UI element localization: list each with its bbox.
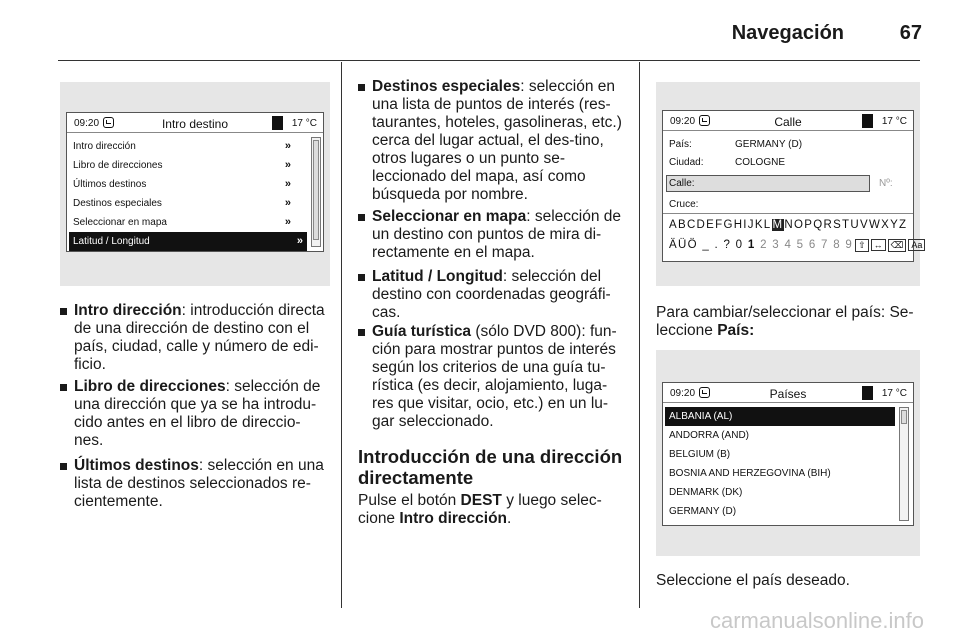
country-item[interactable] [665, 407, 895, 426]
chevron-right-icon: » [284, 216, 291, 228]
bullet-square [358, 84, 365, 91]
scrollbar[interactable] [311, 137, 321, 247]
country-item[interactable] [665, 502, 895, 521]
calle-label: Calle: [669, 178, 695, 189]
kb-key-selected[interactable]: M [772, 219, 784, 231]
country-item-label: GERMANY (D) [669, 506, 737, 517]
paises-screen [662, 382, 914, 526]
intro-destino-screen [66, 112, 324, 252]
desc: : selección en una lista de destinos seleccionados re-cientemente. [74, 457, 324, 510]
dest-button-name: DEST [460, 492, 502, 509]
screen-title: Países [769, 387, 807, 401]
temperature: 17 °C [291, 118, 317, 129]
thermometer-icon [272, 116, 283, 130]
menu-item-label: Últimos destinos [73, 179, 147, 190]
desc: : selección de un destino con puntos de mira di-rectamente en el mapa. [372, 208, 621, 261]
ciudad-value[interactable]: COLOGNE [735, 157, 786, 168]
bullet-square [358, 274, 365, 281]
intro-destino-figure [60, 82, 330, 286]
term: Latitud / Longitud [372, 268, 503, 285]
country-item[interactable] [665, 464, 895, 483]
bullet-destinos-especiales [358, 78, 626, 204]
chevron-right-icon: » [284, 178, 291, 190]
chevron-right-icon: » [284, 159, 291, 171]
bullet-latitud-longitud [358, 268, 626, 322]
bullet-guia-turistica [358, 323, 626, 431]
menu-item[interactable] [69, 137, 295, 156]
country-item[interactable] [665, 426, 895, 445]
kb-keys[interactable]: NOPQRSTUVWXYZ [784, 219, 908, 231]
numero-label[interactable]: Nº: [879, 178, 893, 189]
country-item[interactable] [665, 483, 895, 502]
paragraph-seleccione-pais: Seleccione el país deseado. [656, 572, 850, 589]
arrows-icon[interactable]: ↔ [871, 239, 886, 251]
term: Libro de direcciones [74, 378, 226, 395]
text: Para cambiar/seleccionar el país: Se-leccione [656, 304, 914, 339]
heading-introduccion-directa: Introducción de una dirección directamente [358, 446, 623, 488]
chevron-right-icon: » [284, 197, 291, 209]
scroll-thumb[interactable] [901, 410, 907, 424]
menu-name: Intro dirección [399, 510, 508, 527]
bullet-ultimos-destinos [60, 457, 328, 511]
country-item-label: ALBANIA (AL) [669, 411, 733, 422]
pais-label: País: [669, 139, 692, 150]
calle-figure [656, 82, 923, 286]
screen-title-bar [67, 113, 323, 133]
pais-value[interactable]: GERMANY (D) [735, 139, 803, 150]
menu-name: País: [717, 322, 755, 339]
menu-item[interactable] [69, 194, 295, 213]
screen-title-bar [663, 383, 913, 403]
clock-time: 09:20 [74, 118, 100, 129]
term: Seleccionar en mapa [372, 208, 527, 225]
desc: (sólo DVD 800): fun-ción para mostrar puntos de interés según los criterios de una guía tu-rística (es decir, alojamiento, luga-res que visitar, ocio, etc.) en un lu-gar seleccionado. [372, 323, 617, 430]
paragraph-pulse-dest [358, 492, 626, 528]
screen-title: Calle [774, 115, 802, 129]
shift-icon[interactable]: ⇧ [855, 239, 869, 252]
kb-keys-disabled: 2 3 4 5 6 7 8 9 [755, 239, 854, 251]
bullet-seleccionar-mapa [358, 208, 626, 262]
desc: : introducción directa de una dirección de destino con el país, ciudad, calle y número de edi-ficio. [74, 302, 325, 373]
section-title: Navegación [731, 22, 844, 44]
header-rule [58, 60, 920, 61]
text: y luego selec-cione [358, 492, 602, 527]
calle-screen [662, 110, 923, 262]
chevron-right-icon: » [284, 140, 291, 152]
bullet-square [60, 463, 67, 470]
country-item-label: DENMARK (DK) [669, 487, 743, 498]
divider [663, 213, 913, 214]
watermark: carmanualsonline.info [709, 608, 924, 633]
screen-title-bar [663, 111, 913, 131]
kb-key[interactable]: 1 [747, 239, 756, 251]
menu-item-label: Seleccionar en mapa [73, 217, 167, 228]
country-item-label: BELGIUM (B) [669, 449, 731, 460]
paragraph-cambiar-pais [656, 304, 922, 340]
clock-time: 09:20 [670, 116, 696, 127]
ciudad-label: Ciudad: [669, 157, 704, 168]
thermometer-icon [862, 114, 873, 128]
keyboard-row-symbols[interactable] [669, 239, 925, 252]
menu-item[interactable] [69, 156, 295, 175]
desc: : selección en una lista de puntos de interés (res-taurantes, hoteles, gasolineras, etc.) cerca del lugar actual, el des-tino, otros lugares o un punto se-leccionado del mapa, así como búsqueda por nombre. [372, 78, 622, 203]
case-toggle-icon[interactable]: Aa [908, 239, 925, 251]
temperature: 17 °C [881, 388, 907, 399]
term: Últimos destinos [74, 457, 199, 474]
text: . [507, 510, 512, 527]
menu-item-label: Destinos especiales [73, 198, 162, 209]
thermometer-icon [862, 386, 873, 400]
menu-item-label: Latitud / Longitud [73, 236, 150, 247]
scrollbar[interactable] [899, 407, 909, 521]
clock-time: 09:20 [670, 388, 696, 399]
bullet-square [60, 308, 67, 315]
term: Guía turística [372, 323, 472, 340]
page-number: 67 [899, 22, 922, 44]
desc: : selección del destino con coordenadas geográfi-cas. [372, 268, 611, 321]
chevron-right-icon: » [296, 235, 303, 247]
kb-keys[interactable]: ABCDEFGHIJKL [669, 219, 772, 231]
country-item[interactable] [665, 445, 895, 464]
menu-item[interactable] [69, 175, 295, 194]
text: Pulse el botón [358, 492, 461, 509]
term: Destinos especiales [372, 78, 521, 95]
delete-icon[interactable]: ⌫ [888, 239, 907, 252]
kb-keys[interactable]: ÄÜÖ _ . ? 0 [669, 239, 748, 251]
bullet-libro-direcciones [60, 378, 328, 450]
menu-item[interactable] [69, 213, 295, 232]
paises-figure [656, 350, 920, 556]
menu-item[interactable] [69, 232, 307, 251]
temperature: 17 °C [881, 116, 907, 127]
country-item-label: BOSNIA AND HERZEGOVINA (BIH) [669, 468, 831, 479]
term: Intro dirección [74, 302, 182, 319]
menu-item-label: Intro dirección [73, 141, 136, 152]
desc: : selección de una dirección que ya se ha introdu-cido antes en el libro de direccio-nes. [74, 378, 321, 449]
column-divider-2 [639, 62, 640, 608]
screen-title: Intro destino [161, 117, 229, 131]
scroll-thumb[interactable] [313, 140, 319, 240]
cruce-label[interactable]: Cruce: [669, 199, 699, 210]
keyboard-row-letters[interactable] [669, 219, 907, 231]
page-header [0, 0, 960, 62]
bullet-square [358, 214, 365, 221]
bullet-square [60, 384, 67, 391]
menu-item-label: Libro de direcciones [73, 160, 163, 171]
column-divider-1 [341, 62, 342, 608]
bullet-intro-direccion [60, 302, 328, 374]
country-item-label: ANDORRA (AND) [669, 430, 750, 441]
calle-input[interactable] [666, 175, 870, 192]
bullet-square [358, 329, 365, 336]
